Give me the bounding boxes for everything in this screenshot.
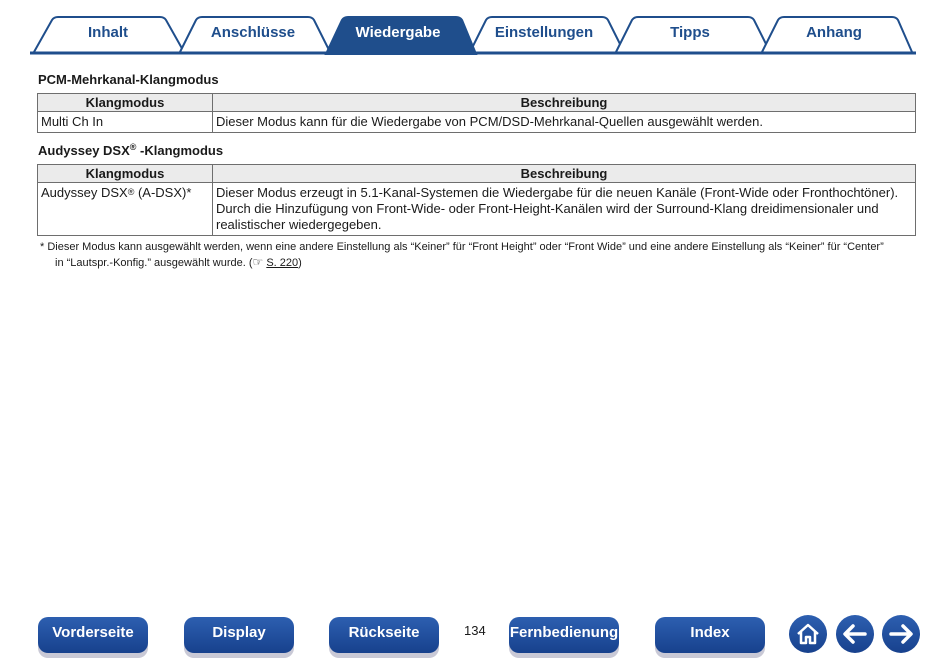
arrow-right-icon [882, 615, 920, 653]
footnote-line-1: Dieser Modus kann ausgewählt werden, wenn eine andere Einstellung als “Keiner” für “Front Height” oder “Front Wide” und eine andere Einstellung als “Keiner” für “Center” [47, 241, 884, 253]
audyssey-table [37, 164, 916, 236]
description-line: Durch die Hinzufügung von Front-Wide- oder Front-Height-Kanälen wird der Surround-Klang dreidimensionaler und [216, 201, 879, 216]
tab-tipps[interactable]: Tipps [670, 24, 710, 41]
tab-anhang[interactable]: Anhang [806, 24, 862, 41]
home-icon [789, 615, 827, 653]
tab-bar [0, 0, 950, 56]
footnote-line-2: in “Lautspr.-Konfig.” ausgewählt wurde. (☞ S. 220) [55, 255, 302, 269]
tab-inhalt[interactable]: Inhalt [88, 24, 128, 41]
mode-cell: Audyssey DSX® (A-DSX)* [38, 183, 213, 236]
footnote-mark: * [40, 241, 45, 253]
mode-cell: Multi Ch In [38, 112, 213, 133]
description-line: realistischer wiedergegeben. [216, 217, 382, 232]
vorderseite-button[interactable]: Vorderseite [38, 617, 148, 653]
column-header-klangmodus: Klangmodus [38, 94, 213, 112]
rueckseite-button[interactable]: Rückseite [329, 617, 439, 653]
table-row [38, 112, 916, 133]
page-reference-link[interactable]: S. 220 [266, 257, 299, 269]
index-button[interactable]: Index [655, 617, 765, 653]
display-button[interactable]: Display [184, 617, 294, 653]
page-number: 134 [464, 623, 486, 638]
footnote [40, 240, 920, 271]
tab-wiedergabe[interactable]: Wiedergabe [355, 24, 441, 41]
hand-pointer-icon: ☞ [252, 255, 264, 269]
pcm-table [37, 93, 916, 133]
table-header-row [38, 165, 916, 183]
fernbedienung-button[interactable]: Fernbedienung [509, 617, 619, 653]
back-button[interactable] [836, 615, 874, 653]
description-cell: Dieser Modus kann für die Wiedergabe von PCM/DSD-Mehrkanal-Quellen ausgewählt werden. [213, 112, 916, 133]
description-cell [213, 183, 916, 236]
table-row [38, 183, 916, 236]
tab-einstellungen[interactable]: Einstellungen [494, 24, 594, 41]
forward-button[interactable] [882, 615, 920, 653]
tab-anschluesse[interactable]: Anschlüsse [210, 24, 296, 41]
section-title-audyssey: Audyssey DSX® -Klangmodus [38, 142, 224, 158]
table-header-row [38, 94, 916, 112]
section-title-pcm: PCM-Mehrkanal-Klangmodus [38, 72, 219, 87]
arrow-left-icon [836, 615, 874, 653]
home-button[interactable] [789, 615, 827, 653]
column-header-beschreibung: Beschreibung [213, 165, 916, 183]
column-header-beschreibung: Beschreibung [213, 94, 916, 112]
column-header-klangmodus: Klangmodus [38, 165, 213, 183]
description-line: Dieser Modus erzeugt in 5.1-Kanal-Systemen die Wiedergabe für die neuen Kanäle (Front-Wide oder Fronthochtöner). [216, 185, 899, 200]
